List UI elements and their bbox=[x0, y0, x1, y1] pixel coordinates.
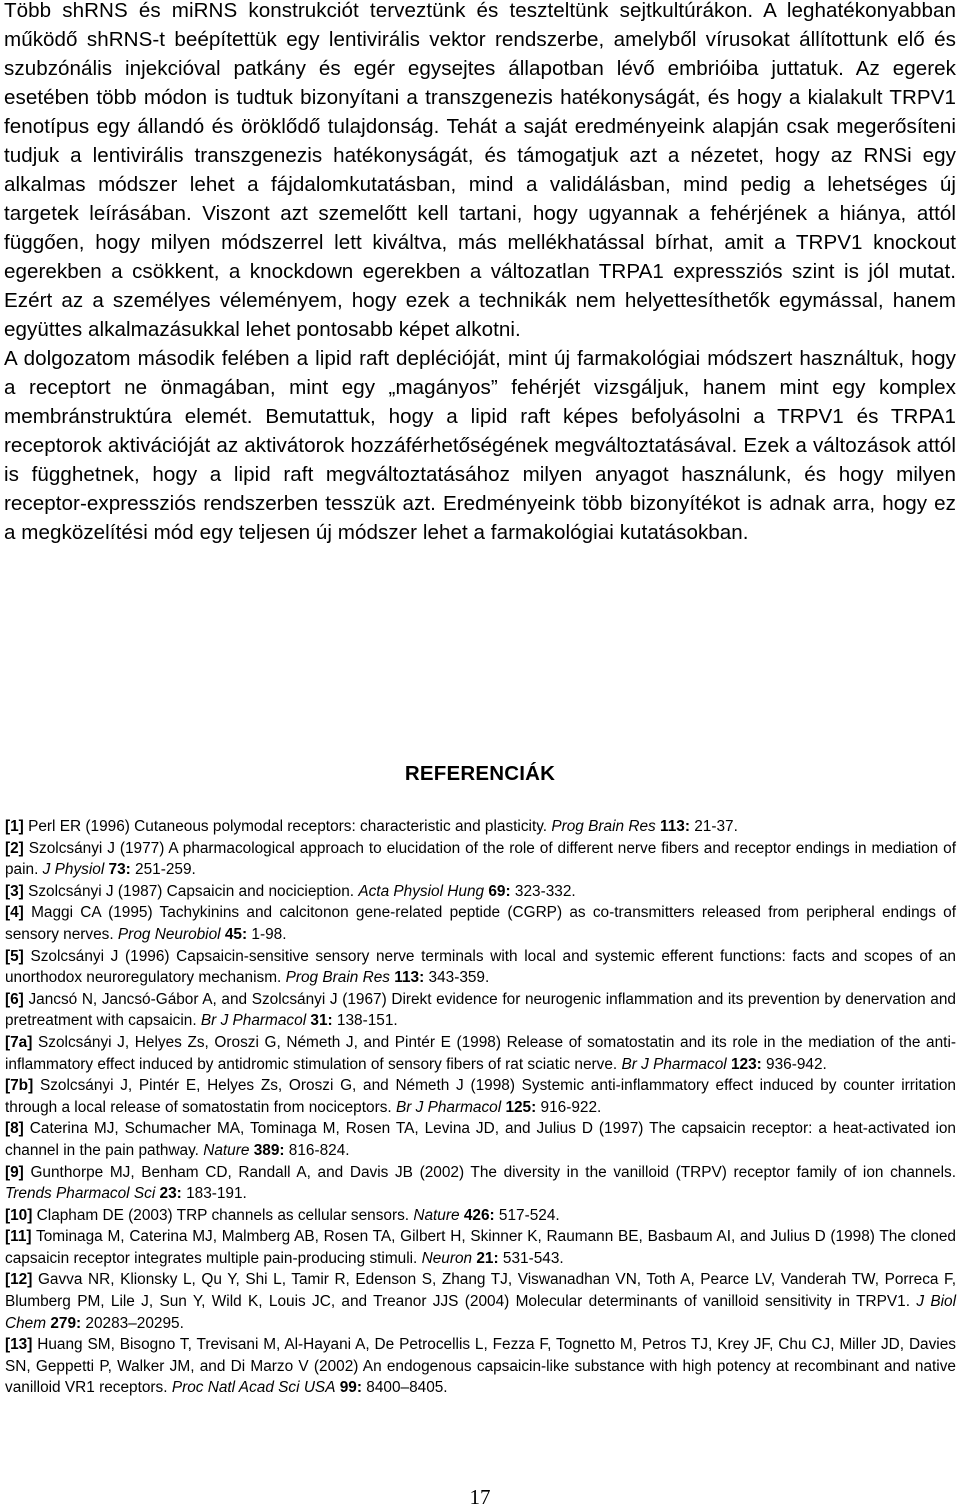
reference-pages: 21-37. bbox=[689, 818, 738, 835]
reference-pages: 8400–8405. bbox=[362, 1379, 448, 1397]
reference-volume: 125: bbox=[505, 1098, 537, 1116]
reference-text: Perl ER (1996) Cutaneous polymodal receptors: characteristic and plasticity. bbox=[28, 818, 552, 835]
reference-text: Szolcsányi J, Helyes Zs, Oroszi G, Németh J, and Pintér E (1998) Release of somatostatin and its role in the mediation of the anti-inflammatory effect induced by antidromic stimulation of sensory fibers of rat sciatic nerve. bbox=[5, 1033, 956, 1073]
reference-journal: Neuron bbox=[421, 1249, 473, 1267]
reference-volume: 279: bbox=[50, 1314, 82, 1332]
reference-volume: 31: bbox=[310, 1012, 333, 1030]
reference-number: [7a] bbox=[5, 1033, 33, 1051]
reference-journal: Br J Pharmacol bbox=[200, 1012, 307, 1030]
reference-journal: Nature bbox=[203, 1141, 250, 1159]
reference-journal: Proc Natl Acad Sci USA bbox=[171, 1379, 336, 1397]
reference-text: Gunthorpe MJ, Benham CD, Randall A, and Davis JB (2002) The diversity in the vanilloid (TRPV) receptor family of ion channels. bbox=[30, 1163, 956, 1181]
reference-item bbox=[5, 1226, 956, 1269]
reference-text: Szolcsányi J, Pintér E, Helyes Zs, Oroszi G, and Németh J (1998) Systemic anti-inflammatory effect induced by counter irritation through a local release of somatostatin from nociceptors. bbox=[5, 1077, 956, 1116]
reference-journal: Trends Pharmacol Sci bbox=[5, 1185, 156, 1203]
reference-item bbox=[5, 838, 956, 881]
reference-volume: 389: bbox=[253, 1141, 285, 1159]
reference-volume: 73: bbox=[108, 861, 131, 879]
reference-item bbox=[5, 1032, 956, 1075]
reference-number: [6] bbox=[5, 990, 24, 1008]
reference-text: Gavva NR, Klionsky L, Qu Y, Shi L, Tamir R, Edenson S, Zhang TJ, Viswanadhan VN, Toth A, Pearce LV, Vanderah TW, Porreca F, Blumberg PM, Lile J, Sun Y, Wild K, Louis JC, and Treanor JJS (2004) Molecular determinants of vanilloid sensitivity in TRPV1. bbox=[5, 1271, 956, 1311]
reference-pages: 916-922. bbox=[536, 1098, 602, 1116]
reference-volume: 69: bbox=[488, 882, 511, 900]
reference-item bbox=[5, 989, 956, 1032]
reference-number: [1] bbox=[5, 818, 24, 835]
reference-number: [2] bbox=[5, 839, 24, 857]
reference-text: Szolcsányi J (1987) Capsaicin and nocicieption. bbox=[28, 882, 359, 900]
references-list bbox=[5, 816, 956, 1399]
page-number: 17 bbox=[469, 1485, 491, 1509]
reference-pages: 531-543. bbox=[498, 1249, 564, 1267]
reference-text: Huang SM, Bisogno T, Trevisani M, Al-Hayani A, De Petrocellis L, Fezza F, Tognetto M, Petros TJ, Krey JF, Chu CJ, Miller JD, Davies SN, Geppetti P, Walker JM, and Di Marzo V (2002) An endogenous capsaicin-like substance with high potency at recombinant and native vanilloid VR1 receptors. bbox=[5, 1336, 956, 1397]
reference-item bbox=[5, 946, 956, 989]
reference-journal: Prog Brain Res bbox=[551, 818, 656, 835]
reference-text: Maggi CA (1995) Tachykinins and calcitonon gene-related peptide (CGRP) as co-transmitters released from peripheral endings of sensory nerves. bbox=[5, 904, 956, 943]
body-text bbox=[4, 0, 956, 547]
reference-journal: J Physiol bbox=[42, 861, 105, 879]
reference-pages: 517-524. bbox=[494, 1206, 560, 1224]
reference-volume: 45: bbox=[224, 925, 248, 943]
reference-volume: 113: bbox=[660, 818, 690, 835]
reference-item bbox=[5, 1205, 956, 1227]
paragraph: Több shRNS és miRNS konstrukciót terveztünk és teszteltünk sejtkultúrákon. A leghatékonyabban működő shRNS-t beépítettük egy lentivirális vektor rendszerbe, amelyből vírusokat állítottunk elő és szubzónális injekcióval patkány és egér egysejtes állapotban lévő embrióiba juttatuk. Az egerek esetében több módon is tudtuk bizonyítani a transzgenezis hatékonyságát, és hogy a kialakult TRPV1 fenotípus egy állandó és öröklődő tulajdonság. Tehát a saját eredményeink alapján csak megerősíteni tudjuk a lentivirális transzgenezis hatékonyságát, és támogatjuk azt a nézetet, hogy az RNSi egy alkalmas módszer lehet a fájdalomkutatásban, mind a validálásban, mind pedig a lehetséges új targetek leírásában. Viszont azt szemelőtt kell tartani, hogy ugyannak a fehérjének a hiánya, attól függően, hogy milyen módszerrel lett kiváltva, más mellékhatással bírhat, amit a TRPV1 knockout egerekben a csökkent, a knockdown egerekben a változatlan TRPA1 expressziós szint is jól mutat. Ezért az a személyes véleményem, hogy ezek a technikák nem helyettesíthetők egymással, hanem együttes alkalmazásukkal lehet pontosabb képet alkotni. bbox=[4, 0, 956, 341]
reference-volume: 113: bbox=[394, 969, 425, 987]
reference-number: [12] bbox=[5, 1271, 33, 1289]
reference-volume: 21: bbox=[476, 1249, 499, 1267]
reference-text: Szolcsányi J (1977) A pharmacological approach to elucidation of the role of different nerve fibers and receptor endings in mediation of pain. bbox=[5, 839, 956, 879]
reference-number: [8] bbox=[5, 1120, 24, 1138]
reference-item bbox=[5, 1334, 956, 1399]
reference-text: Jancsó N, Jancsó-Gábor A, and Szolcsányi J (1967) Direkt evidence for neurogenic inflammation and its prevention by denervation and pretreatment with capsaicin. bbox=[5, 990, 956, 1030]
reference-journal: Br J Pharmacol bbox=[395, 1098, 502, 1116]
reference-text: Clapham DE (2003) TRP channels as cellular sensors. bbox=[36, 1206, 414, 1224]
reference-number: [7b] bbox=[5, 1077, 34, 1095]
reference-number: [10] bbox=[5, 1206, 33, 1224]
reference-item bbox=[5, 1118, 956, 1161]
reference-pages: 20283–20295. bbox=[81, 1314, 184, 1332]
reference-number: [13] bbox=[5, 1336, 33, 1354]
reference-pages: 816-824. bbox=[284, 1141, 350, 1159]
reference-pages: 251-259. bbox=[130, 861, 196, 879]
reference-item bbox=[5, 902, 956, 945]
reference-number: [11] bbox=[5, 1228, 32, 1246]
reference-volume: 23: bbox=[159, 1185, 182, 1203]
reference-item bbox=[5, 1269, 956, 1334]
reference-pages: 323-332. bbox=[510, 882, 576, 900]
reference-journal: Acta Physiol Hung bbox=[358, 882, 485, 900]
reference-item bbox=[5, 1162, 956, 1205]
reference-volume: 426: bbox=[463, 1206, 495, 1224]
reference-pages: 138-151. bbox=[332, 1012, 398, 1030]
reference-volume: 123: bbox=[730, 1055, 762, 1073]
reference-text: Caterina MJ, Schumacher MA, Tominaga M, Rosen TA, Levina JD, and Julius D (1997) The capsaicin receptor: a heat-activated ion channel in the pain pathway. bbox=[5, 1120, 956, 1159]
reference-item bbox=[5, 881, 956, 903]
reference-journal: J Biol Chem bbox=[5, 1293, 956, 1332]
paragraph: A dolgozatom második felében a lipid raft deplécióját, mint új farmakológiai módszert használtuk, hogy a receptort ne önmagában, mint egy „magányos” fehérjét vizsgáljuk, hanem mint egy komplex membránstruktúra elemét. Bemutattuk, hogy a lipid raft képes befolyásolni a TRPV1 és TRPA1 receptorok aktivációját az aktivátorok hozzáférhetőségének megváltoztatásával. Ezek a változások attól is függhetnek, hogy a lipid raft megváltoztatásához milyen anyagot használunk, és hogy milyen receptor-expressziós rendszerben tesszük azt. Eredményeink több bizonyítékot is adnak arra, hogy ez a megközelítési mód egy teljesen új módszer lehet a farmakológiai kutatásokban. bbox=[4, 347, 956, 544]
reference-journal: Nature bbox=[413, 1206, 460, 1224]
reference-number: [4] bbox=[5, 904, 24, 922]
reference-journal: Br J Pharmacol bbox=[621, 1055, 727, 1073]
reference-text: Szolcsányi J (1996) Capsaicin-sensitive sensory nerve terminals with local and systemic efferent functions: facts and scopes of an unorthodox neuroregulatory mechanism. bbox=[5, 947, 956, 987]
reference-number: [9] bbox=[5, 1163, 24, 1181]
reference-number: [5] bbox=[5, 947, 24, 965]
reference-item bbox=[5, 816, 956, 838]
reference-pages: 936-942. bbox=[761, 1055, 827, 1073]
reference-pages: 1-98. bbox=[247, 925, 287, 943]
reference-text: Tominaga M, Caterina MJ, Malmberg AB, Rosen TA, Gilbert H, Skinner K, Raumann BE, Basbaum AI, and Julius D (1998) The cloned capsaicin receptor integrates multiple pain-producing stimuli. bbox=[5, 1228, 956, 1267]
reference-pages: 343-359. bbox=[424, 969, 490, 987]
reference-pages: 183-191. bbox=[181, 1185, 247, 1203]
references-heading: REFERENCIÁK bbox=[404, 762, 556, 785]
reference-volume: 99: bbox=[339, 1379, 362, 1397]
reference-number: [3] bbox=[5, 882, 24, 900]
reference-item bbox=[5, 1075, 956, 1118]
reference-journal: Prog Brain Res bbox=[285, 969, 390, 987]
reference-journal: Prog Neurobiol bbox=[117, 925, 221, 943]
